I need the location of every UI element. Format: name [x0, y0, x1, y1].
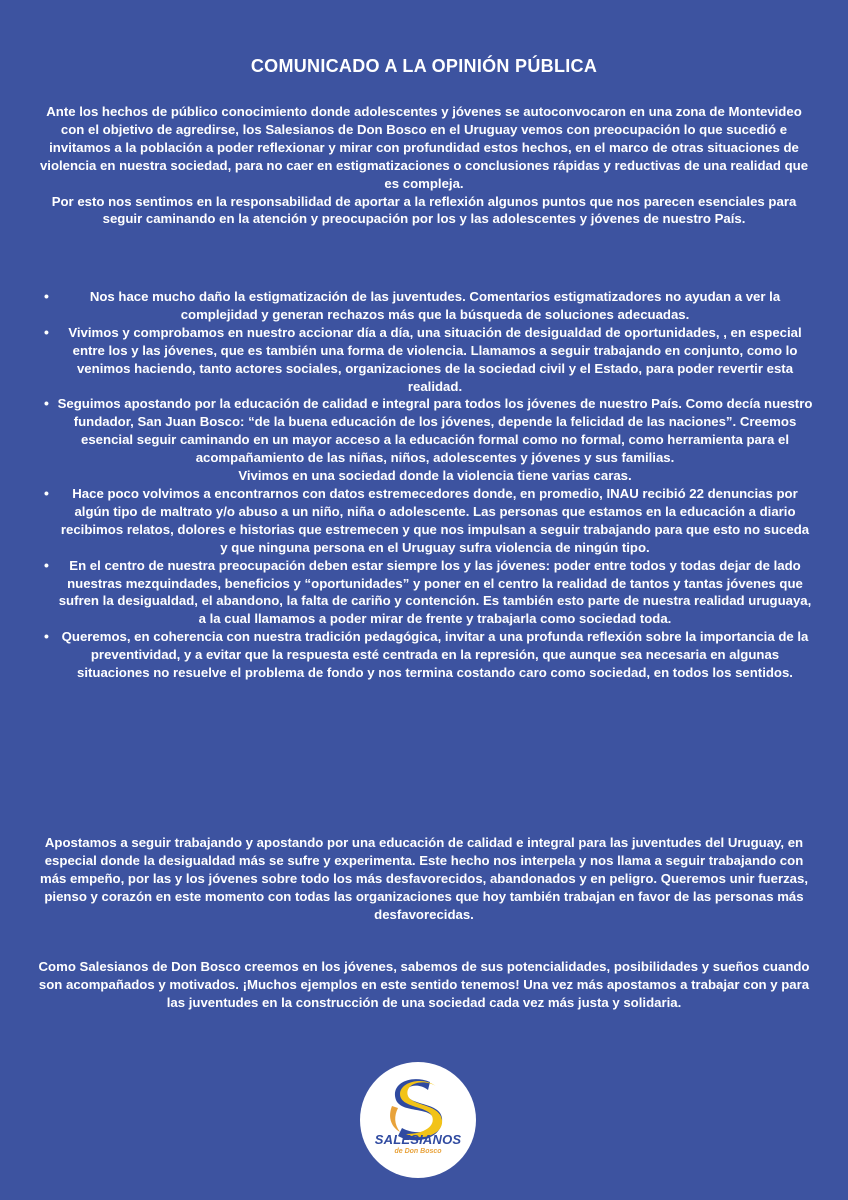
list-item: [34, 485, 814, 557]
bullet-icon: •: [44, 395, 49, 412]
bullet-icon: •: [44, 288, 49, 304]
list-item-text: En el centro de nuestra preocupación deben estar siempre los y las jóvenes: poder entre todos y todas dejar de lado nuestras mezquindades, beneficios y “oportunidades” y poner en el centro la realidad de tantos y tantas jóvenes que sufren la desigualdad, el abandono, la falta de cariño y contención. Es también esto parte de nuestra realidad uruguaya, a la cual llamamos a poder mirar de frente y trabajarla como sociedad toda.: [58, 557, 812, 627]
page-title: COMUNICADO A LA OPINIÓN PÚBLICA: [250, 56, 598, 76]
intro-paragraph: Ante los hechos de público conocimiento donde adolescentes y jóvenes se autoconvocaron en una zona de Montevideo con el objetivo de agredirse, los Salesianos de Don Bosco en el Uruguay vemos con preocupación lo que sucedió e invitamos a la población a poder reflexionar y mirar con profundidad estos hechos, en el marco de otras situaciones de violencia en nuestra sociedad, para no caer en estigmatizaciones o conclusiones rápidas y reductivas de una realidad que es compleja.: [39, 104, 809, 191]
salesianos-logo: [360, 1062, 476, 1178]
list-item-text: Seguimos apostando por la educación de calidad e integral para todos los jóvenes de nuestro País. Como decía nuestro fundador, San Juan Bosco: “de la buena educación de los jóvenes, depende la felicidad de las naciones”. Creemos esencial seguir caminando en un mayor acceso a la educación formal como no formal, como herramienta para el acompañamiento de las niñas, niños, adolescentes y jóvenes y sus familias.: [57, 396, 813, 466]
bullet-icon: •: [44, 556, 49, 573]
closing-paragraph-1: Apostamos a seguir trabajando y apostando por una educación de calidad e integral para las juventudes del Uruguay, en especial donde la desigualdad más se sufre y experimenta. Este hecho nos interpela y nos llama a seguir trabajando con más empeño, por las y los jóvenes sobre todo los más desfavorecidos, abandonados y en peligro. Queremos unir fuerzas, pienso y corazón en este momento con todas las organizaciones que hoy también trabajan en favor de las personas más desfavorecidas.: [39, 835, 809, 922]
bullet-icon: •: [44, 323, 49, 340]
bullet-list: [34, 288, 814, 682]
list-item-text: Hace poco volvimos a encontrarnos con datos estremecedores donde, en promedio, INAU recibió 22 denuncias por algún tipo de maltrato y/o abuso a un niño, niña o adolescente. Las personas que estamos en la educación a diario recibimos relatos, dolores e historias que estremecen y que nos impulsan a seguir trabajando para que esto no suceda y que ninguna persona en el Uruguay sufra violencia de ningún tipo.: [60, 485, 810, 555]
list-item: [34, 557, 814, 629]
closing-paragraph-2: Como Salesianos de Don Bosco creemos en los jóvenes, sabemos de sus potencialidades, posibilidades y sueños cuando son acompañados y motivados. ¡Muchos ejemplos en este sentido tenemos! Una vez más apostamos a trabajar con y para las juventudes en la construcción de una sociedad cada vez más justa y solidaria.: [38, 959, 810, 1010]
intro-section: [34, 103, 814, 228]
list-item: [34, 395, 814, 467]
list-item-text: Vivimos y comprobamos en nuestro accionar día a día, una situación de desigualdad de oportunidades, , en especial entre los y las jóvenes, que es también una forma de violencia. Llamamos a seguir trabajando en conjunto, como lo venimos haciendo, tanto actores sociales, organizaciones de la sociedad civil y el Estado, para poder revertir esta realidad.: [68, 324, 802, 394]
list-item: [34, 288, 814, 324]
salesianos-s-logo-icon: [360, 1062, 476, 1178]
violence-statement: Vivimos en una sociedad donde la violencia tiene varias caras.: [238, 468, 632, 484]
logo-wordmark: SALESIANOS: [374, 1132, 462, 1147]
bullet-icon: •: [44, 628, 49, 645]
list-item: [34, 628, 814, 682]
list-item: [34, 324, 814, 396]
bullet-icon: •: [44, 484, 49, 501]
intro-paragraph-2: Por esto nos sentimos en la responsabilidad de aportar a la reflexión algunos puntos que nos parecen esenciales para seguir caminando en la atención y preocupación por los y las adolescentes y jóvenes de nuestro País.: [51, 193, 797, 227]
list-item-text: Nos hace mucho daño la estigmatización de las juventudes. Comentarios estigmatizadores no ayudan a ver la complejidad y generan rechazos más que la búsqueda de soluciones adecuadas.: [89, 289, 781, 322]
list-item-text: Queremos, en coherencia con nuestra tradición pedagógica, invitar a una profunda reflexión sobre la importancia de la preventividad, y a evitar que la respuesta esté centrada en la represión, que aunque sea necesaria en algunas situaciones no resuelve el problema de fondo y nos termina costando caro como sociedad, en todos los sentidos.: [61, 629, 809, 681]
logo-subtitle: de Don Bosco: [394, 1148, 442, 1155]
